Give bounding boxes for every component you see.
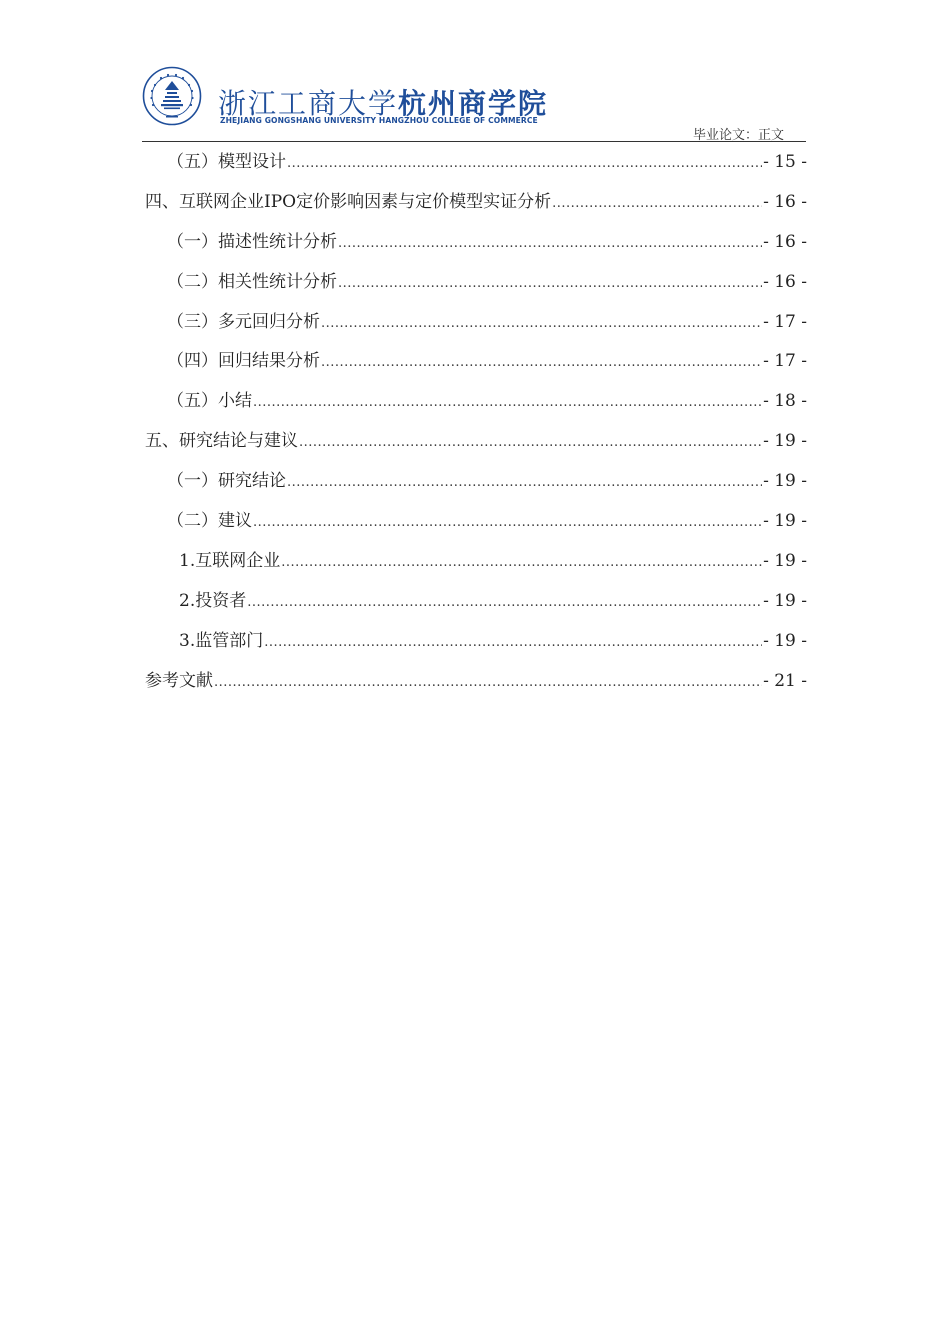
toc-dot-leader [253, 513, 762, 533]
toc-dot-leader [287, 473, 762, 493]
toc-dot-leader [552, 194, 762, 214]
toc-entry-title: （二）建议 [167, 511, 252, 532]
toc-entry[interactable] [145, 349, 807, 389]
toc-entry-page-number: - 19 - [763, 630, 807, 651]
toc-entry-page-number: - 21 - [763, 670, 807, 691]
logo-cn-bold: 杭州商学院 [398, 87, 549, 120]
toc-entry-title: （四）回归结果分析 [167, 351, 320, 372]
toc-entry[interactable] [145, 629, 807, 669]
toc-entry-page-number: - 17 - [763, 351, 807, 372]
toc-entry-page-number: - 18 - [763, 391, 807, 412]
logo-english-name: ZHEJIANG GONGSHANG UNIVERSITY HANGZHOU COLLEGE OF COMMERCE [220, 116, 538, 125]
toc-entry-title: （五）小结 [167, 391, 252, 412]
toc-entry-page-number: - 16 - [763, 271, 807, 292]
toc-entry-page-number: - 15 - [763, 152, 807, 172]
toc-dot-leader [287, 154, 762, 174]
toc-entry[interactable] [145, 589, 807, 629]
toc-entry-title: 2.投资者 [179, 590, 247, 611]
toc-dot-leader [247, 593, 762, 613]
toc-entry[interactable] [145, 669, 807, 709]
toc-dot-leader [264, 633, 762, 653]
toc-dot-leader [253, 393, 762, 413]
toc-entry[interactable] [145, 549, 807, 589]
toc-entry[interactable] [145, 310, 807, 350]
toc-entry-title: 参考文献 [145, 670, 213, 691]
toc-dot-leader [321, 314, 762, 334]
toc-dot-leader [281, 553, 762, 573]
toc-entry-title: 四、互联网企业IPO定价影响因素与定价模型实证分析 [145, 191, 552, 212]
toc-entry-title: 1.互联网企业 [179, 550, 281, 571]
toc-dot-leader [338, 274, 762, 294]
toc-entry-page-number: - 19 - [763, 511, 807, 532]
toc-entry[interactable] [145, 150, 807, 190]
toc-entry-page-number: - 19 - [763, 431, 807, 452]
toc-entry-title: 五、研究结论与建议 [145, 431, 298, 452]
toc-dot-leader [321, 353, 762, 373]
toc-entry-page-number: - 19 - [763, 471, 807, 492]
toc-dot-leader [214, 673, 762, 693]
toc-entry[interactable] [145, 429, 807, 469]
toc-entry[interactable] [145, 270, 807, 310]
toc-entry-title: （三）多元回归分析 [167, 311, 320, 332]
toc-entry-title: 3.监管部门 [179, 630, 264, 651]
toc-entry[interactable] [145, 190, 807, 230]
toc-entry-page-number: - 17 - [763, 311, 807, 332]
toc-entry[interactable] [145, 230, 807, 270]
toc-entry-page-number: - 16 - [763, 231, 807, 252]
toc-dot-leader [299, 433, 762, 453]
toc-entry-title: （一）描述性统计分析 [167, 231, 337, 252]
toc-entry[interactable] [145, 469, 807, 509]
toc-entry-title: （一）研究结论 [167, 471, 286, 492]
toc-entry-page-number: - 16 - [763, 191, 807, 212]
toc-entry-title: （五）模型设计 [167, 152, 286, 172]
table-of-contents [145, 150, 807, 708]
document-label: 毕业论文：正文 [692, 128, 784, 143]
logo-cn-regular: 浙江工商大学 [218, 87, 399, 120]
header-divider [142, 141, 806, 142]
toc-dot-leader [338, 234, 762, 254]
toc-entry[interactable] [145, 389, 807, 429]
university-seal-logo [142, 66, 202, 126]
toc-entry-title: （二）相关性统计分析 [167, 271, 337, 292]
toc-entry-page-number: - 19 - [763, 590, 807, 611]
page-header [142, 66, 806, 142]
toc-entry[interactable] [145, 509, 807, 549]
toc-entry-page-number: - 19 - [763, 550, 807, 571]
